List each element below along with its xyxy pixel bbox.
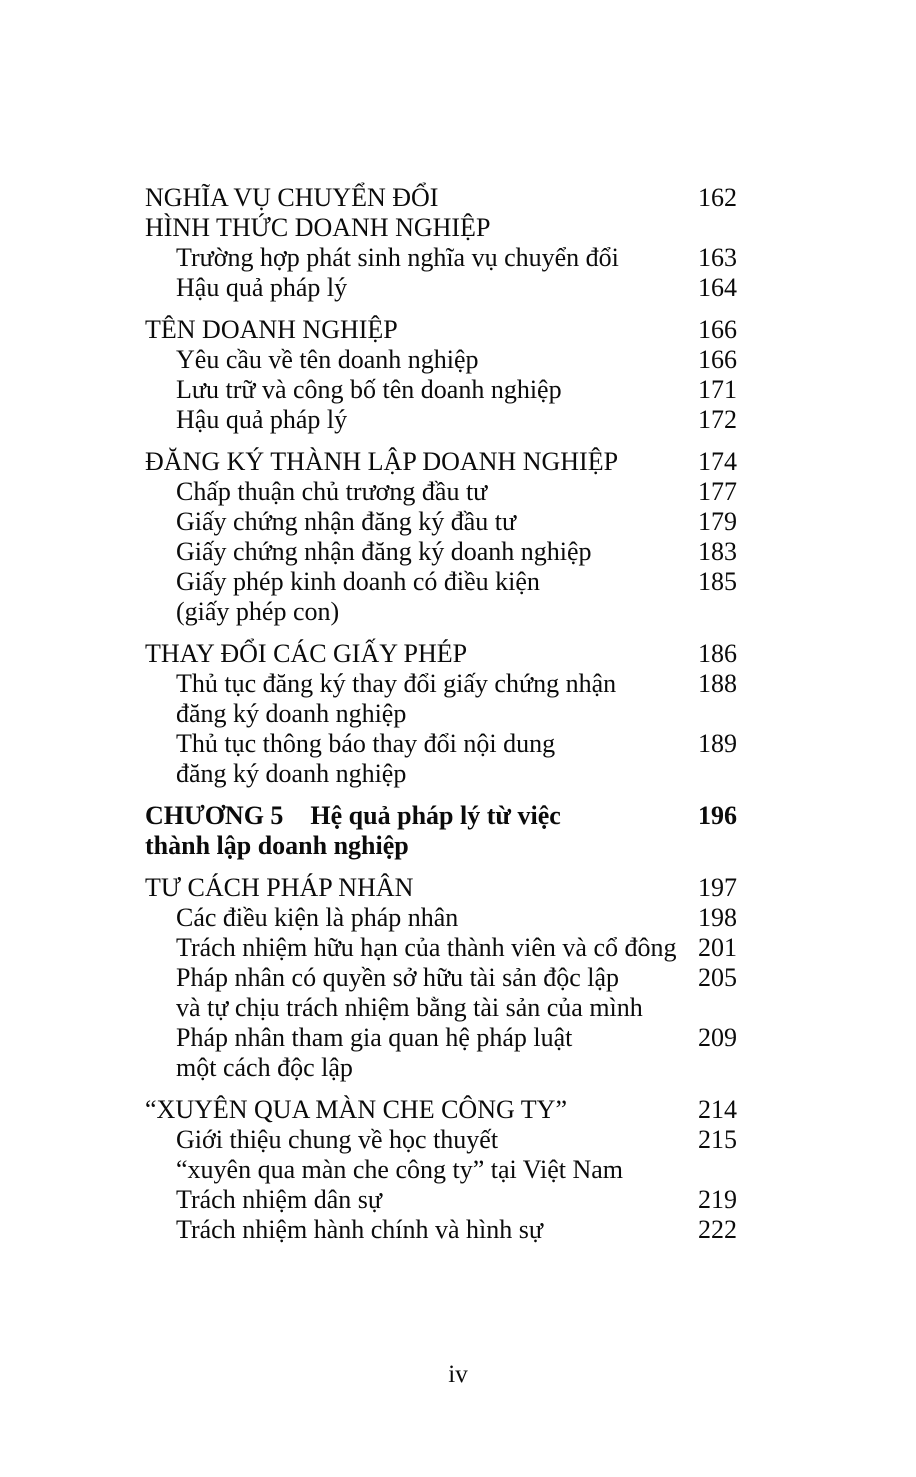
toc-entry-line: (giấy phép con) bbox=[176, 597, 340, 626]
toc-sub-entry bbox=[145, 933, 737, 963]
toc-sub-entry bbox=[145, 477, 737, 507]
toc-entry-page-number: 215 bbox=[698, 1125, 737, 1154]
toc-entry-text bbox=[145, 507, 679, 537]
toc-entry-page-number: 163 bbox=[698, 243, 737, 272]
toc-entry-text bbox=[145, 1023, 679, 1083]
toc-entry-line: Giới thiệu chung về học thuyết bbox=[176, 1125, 499, 1154]
toc-entry-text bbox=[145, 639, 679, 669]
toc-sub-entry bbox=[145, 1023, 737, 1083]
toc-entry-text bbox=[145, 345, 679, 375]
toc-entry-page-number: 166 bbox=[698, 315, 737, 344]
toc-entry-line: Trách nhiệm hữu hạn của thành viên và cổ đông bbox=[176, 933, 677, 962]
toc-section-entry bbox=[145, 183, 737, 243]
toc-entry-line: NGHĨA VỤ CHUYỂN ĐỔI bbox=[145, 183, 439, 212]
chapter-title: Hệ quả pháp lý từ việc bbox=[310, 801, 561, 830]
toc-entry-text bbox=[145, 669, 679, 729]
toc-section-entry bbox=[145, 315, 737, 345]
toc-entry-line: Pháp nhân có quyền sở hữu tài sản độc lập bbox=[176, 963, 620, 992]
toc-entry-line: ĐĂNG KÝ THÀNH LẬP DOANH NGHIỆP bbox=[145, 447, 619, 476]
toc-entry-text bbox=[145, 1125, 679, 1185]
toc-entry-line: THAY ĐỔI CÁC GIẤY PHÉP bbox=[145, 639, 468, 668]
toc-sub-entry bbox=[145, 375, 737, 405]
toc-entry-text bbox=[145, 447, 679, 477]
toc-entry-text bbox=[145, 537, 679, 567]
toc-section-entry bbox=[145, 447, 737, 477]
toc-entry-text bbox=[145, 315, 679, 345]
toc-entry-text bbox=[145, 963, 679, 1023]
toc-entry-text bbox=[145, 729, 679, 789]
toc-entry-line: “XUYÊN QUA MÀN CHE CÔNG TY” bbox=[145, 1095, 567, 1124]
toc-sub-entry bbox=[145, 405, 737, 435]
toc-entry-page-number: 196 bbox=[698, 801, 737, 830]
toc-entry-line: Giấy chứng nhận đăng ký doanh nghiệp bbox=[176, 537, 592, 566]
toc-entry-line: Yêu cầu về tên doanh nghiệp bbox=[176, 345, 479, 374]
toc-entry-line: “xuyên qua màn che công ty” tại Việt Nam bbox=[176, 1155, 624, 1184]
toc-entry-page-number: 201 bbox=[698, 933, 737, 962]
toc-entry-line: Thủ tục thông báo thay đổi nội dung bbox=[176, 729, 556, 758]
toc-entry-text bbox=[145, 801, 679, 861]
toc-entry-page-number: 183 bbox=[698, 537, 737, 566]
toc-entry-line: TƯ CÁCH PHÁP NHÂN bbox=[145, 873, 414, 902]
toc-entry-page-number: 198 bbox=[698, 903, 737, 932]
toc-entry-text bbox=[145, 375, 679, 405]
toc-entry-line: một cách độc lập bbox=[176, 1053, 353, 1082]
toc-entry-line: TÊN DOANH NGHIỆP bbox=[145, 315, 398, 344]
toc-entry-line: Trách nhiệm hành chính và hình sự bbox=[176, 1215, 543, 1244]
toc-entry-page-number: 185 bbox=[698, 567, 737, 596]
toc-sub-entry bbox=[145, 507, 737, 537]
toc-sub-entry bbox=[145, 903, 737, 933]
toc-entry-text bbox=[145, 405, 679, 435]
toc-entry-page-number: 171 bbox=[698, 375, 737, 404]
toc-entry-page-number: 214 bbox=[698, 1095, 737, 1124]
toc-entry-line bbox=[145, 801, 679, 831]
toc-entry-line: đăng ký doanh nghiệp bbox=[176, 759, 407, 788]
toc-sub-entry bbox=[145, 345, 737, 375]
table-of-contents bbox=[145, 183, 737, 1245]
toc-entry-text bbox=[145, 873, 679, 903]
toc-entry-page-number: 219 bbox=[698, 1185, 737, 1214]
toc-entry-page-number: 172 bbox=[698, 405, 737, 434]
toc-sub-entry bbox=[145, 243, 737, 273]
toc-section-entry bbox=[145, 1095, 737, 1125]
toc-entry-page-number: 174 bbox=[698, 447, 737, 476]
toc-entry-page-number: 186 bbox=[698, 639, 737, 668]
toc-entry-page-number: 205 bbox=[698, 963, 737, 992]
toc-entry-line: Chấp thuận chủ trương đầu tư bbox=[176, 477, 488, 506]
toc-entry-page-number: 222 bbox=[698, 1215, 737, 1244]
toc-entry-line: Hậu quả pháp lý bbox=[176, 273, 348, 302]
toc-sub-entry bbox=[145, 1125, 737, 1185]
toc-section-entry bbox=[145, 873, 737, 903]
toc-entry-page-number: 164 bbox=[698, 273, 737, 302]
toc-section-entry bbox=[145, 639, 737, 669]
toc-entry-line: Các điều kiện là pháp nhân bbox=[176, 903, 459, 932]
toc-entry-line: Lưu trữ và công bố tên doanh nghiệp bbox=[176, 375, 562, 404]
toc-entry-line: HÌNH THỨC DOANH NGHIỆP bbox=[145, 213, 491, 242]
toc-entry-page-number: 179 bbox=[698, 507, 737, 536]
toc-entry-line: Giấy phép kinh doanh có điều kiện bbox=[176, 567, 540, 596]
toc-chapter-entry bbox=[145, 801, 737, 861]
toc-entry-line: Trách nhiệm dân sự bbox=[176, 1185, 382, 1214]
toc-entry-line: Giấy chứng nhận đăng ký đầu tư bbox=[176, 507, 517, 536]
toc-entry-page-number: 188 bbox=[698, 669, 737, 698]
toc-entry-text bbox=[145, 183, 679, 243]
toc-entry-line: Trường hợp phát sinh nghĩa vụ chuyển đổi bbox=[176, 243, 619, 272]
toc-sub-entry bbox=[145, 537, 737, 567]
toc-entry-text bbox=[145, 903, 679, 933]
toc-entry-line: đăng ký doanh nghiệp bbox=[176, 699, 407, 728]
toc-entry-text bbox=[145, 273, 679, 303]
toc-sub-entry bbox=[145, 669, 737, 729]
toc-entry-page-number: 166 bbox=[698, 345, 737, 374]
toc-entry-page-number: 189 bbox=[698, 729, 737, 758]
toc-entry-text bbox=[145, 477, 679, 507]
toc-entry-text bbox=[145, 1185, 679, 1215]
toc-entry-text bbox=[145, 933, 679, 963]
footer-page-number: iv bbox=[448, 1361, 468, 1388]
toc-entry-line: thành lập doanh nghiệp bbox=[145, 831, 409, 860]
toc-entry-page-number: 197 bbox=[698, 873, 737, 902]
toc-entry-page-number: 209 bbox=[698, 1023, 737, 1052]
toc-entry-page-number: 162 bbox=[698, 183, 737, 212]
toc-sub-entry bbox=[145, 1215, 737, 1245]
toc-sub-entry bbox=[145, 963, 737, 1023]
toc-entry-page-number: 177 bbox=[698, 477, 737, 506]
toc-sub-entry bbox=[145, 273, 737, 303]
chapter-label: CHƯƠNG 5 bbox=[145, 801, 284, 830]
toc-entry-line: Hậu quả pháp lý bbox=[176, 405, 348, 434]
toc-entry-line: và tự chịu trách nhiệm bằng tài sản của mình bbox=[176, 993, 643, 1022]
toc-entry-text bbox=[145, 1215, 679, 1245]
toc-entry-line: Pháp nhân tham gia quan hệ pháp luật bbox=[176, 1023, 573, 1052]
toc-sub-entry bbox=[145, 567, 737, 627]
toc-entry-text bbox=[145, 1095, 679, 1125]
toc-entry-line: Thủ tục đăng ký thay đổi giấy chứng nhận bbox=[176, 669, 617, 698]
toc-sub-entry bbox=[145, 729, 737, 789]
toc-sub-entry bbox=[145, 1185, 737, 1215]
toc-entry-text bbox=[145, 243, 679, 273]
page-footer bbox=[0, 1360, 916, 1390]
toc-entry-text bbox=[145, 567, 679, 627]
